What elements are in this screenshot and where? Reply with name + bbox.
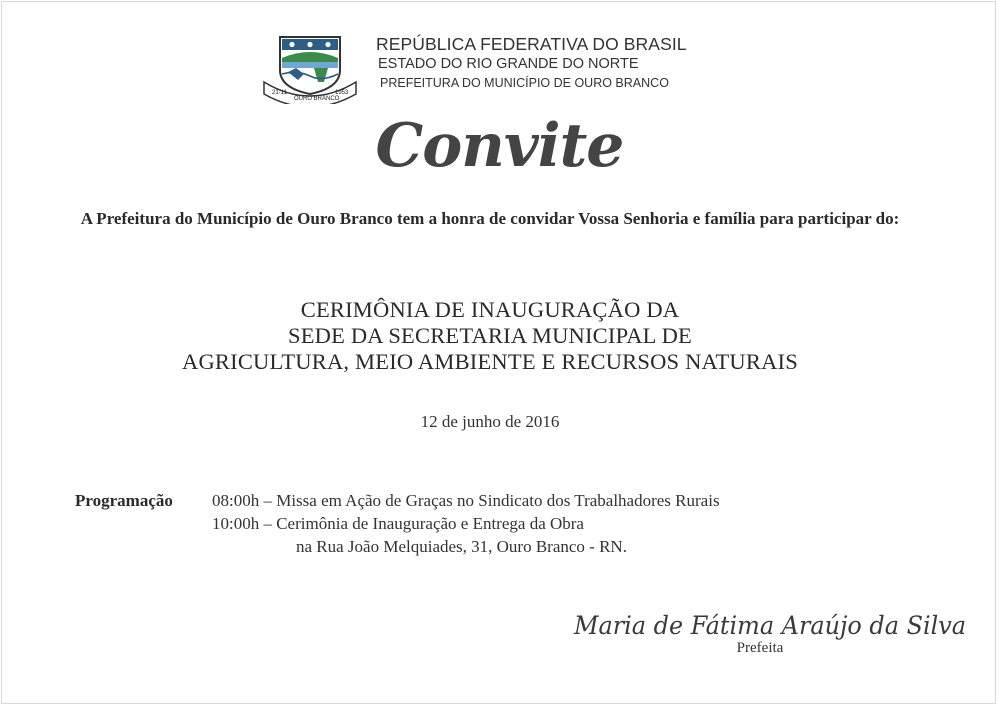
crest-ribbon-text: OURO BRANCO: [294, 96, 340, 102]
municipal-crest: [258, 34, 362, 104]
header-municipality: PREFEITURA DO MUNICÍPIO DE OURO BRANCO: [380, 76, 669, 90]
event-line-3: AGRICULTURA, MEIO AMBIENTE E RECURSOS NATURAIS: [182, 349, 798, 374]
program-item-1: 08:00h – Missa em Ação de Graças no Sindicato dos Trabalhadores Rurais: [212, 491, 720, 510]
event-line-1: CERIMÔNIA DE INAUGURAÇÃO DA: [300, 297, 680, 322]
header-country: REPÚBLICA FEDERATIVA DO BRASIL: [376, 34, 687, 54]
event-line-2: SEDE DA SECRETARIA MUNICIPAL DE: [287, 323, 692, 348]
crest-date-left: 21-11: [272, 90, 287, 96]
program-label: Programação: [75, 491, 173, 510]
signature-role: Prefeita: [736, 640, 784, 656]
event-name: [90, 297, 890, 375]
program-item-2: 10:00h – Cerimônia de Inauguração e Entrega da Obra: [212, 514, 584, 533]
invitation-intro: A Prefeitura do Município de Ouro Branco tem a honra de convidar Vossa Senhoria e família para participar do:: [80, 209, 900, 228]
letterhead: [0, 0, 999, 110]
program-item-3: na Rua João Melquiades, 31, Ouro Branco - RN.: [296, 537, 627, 556]
signature-name: Maria de Fátima Araújo da Silva: [573, 611, 966, 640]
event-date: 12 de junho de 2016: [420, 412, 560, 431]
invitation-title: Convite: [375, 111, 624, 181]
crest-date-right: 1953: [335, 90, 349, 96]
header-state: ESTADO DO RIO GRANDE DO NORTE: [378, 56, 639, 72]
